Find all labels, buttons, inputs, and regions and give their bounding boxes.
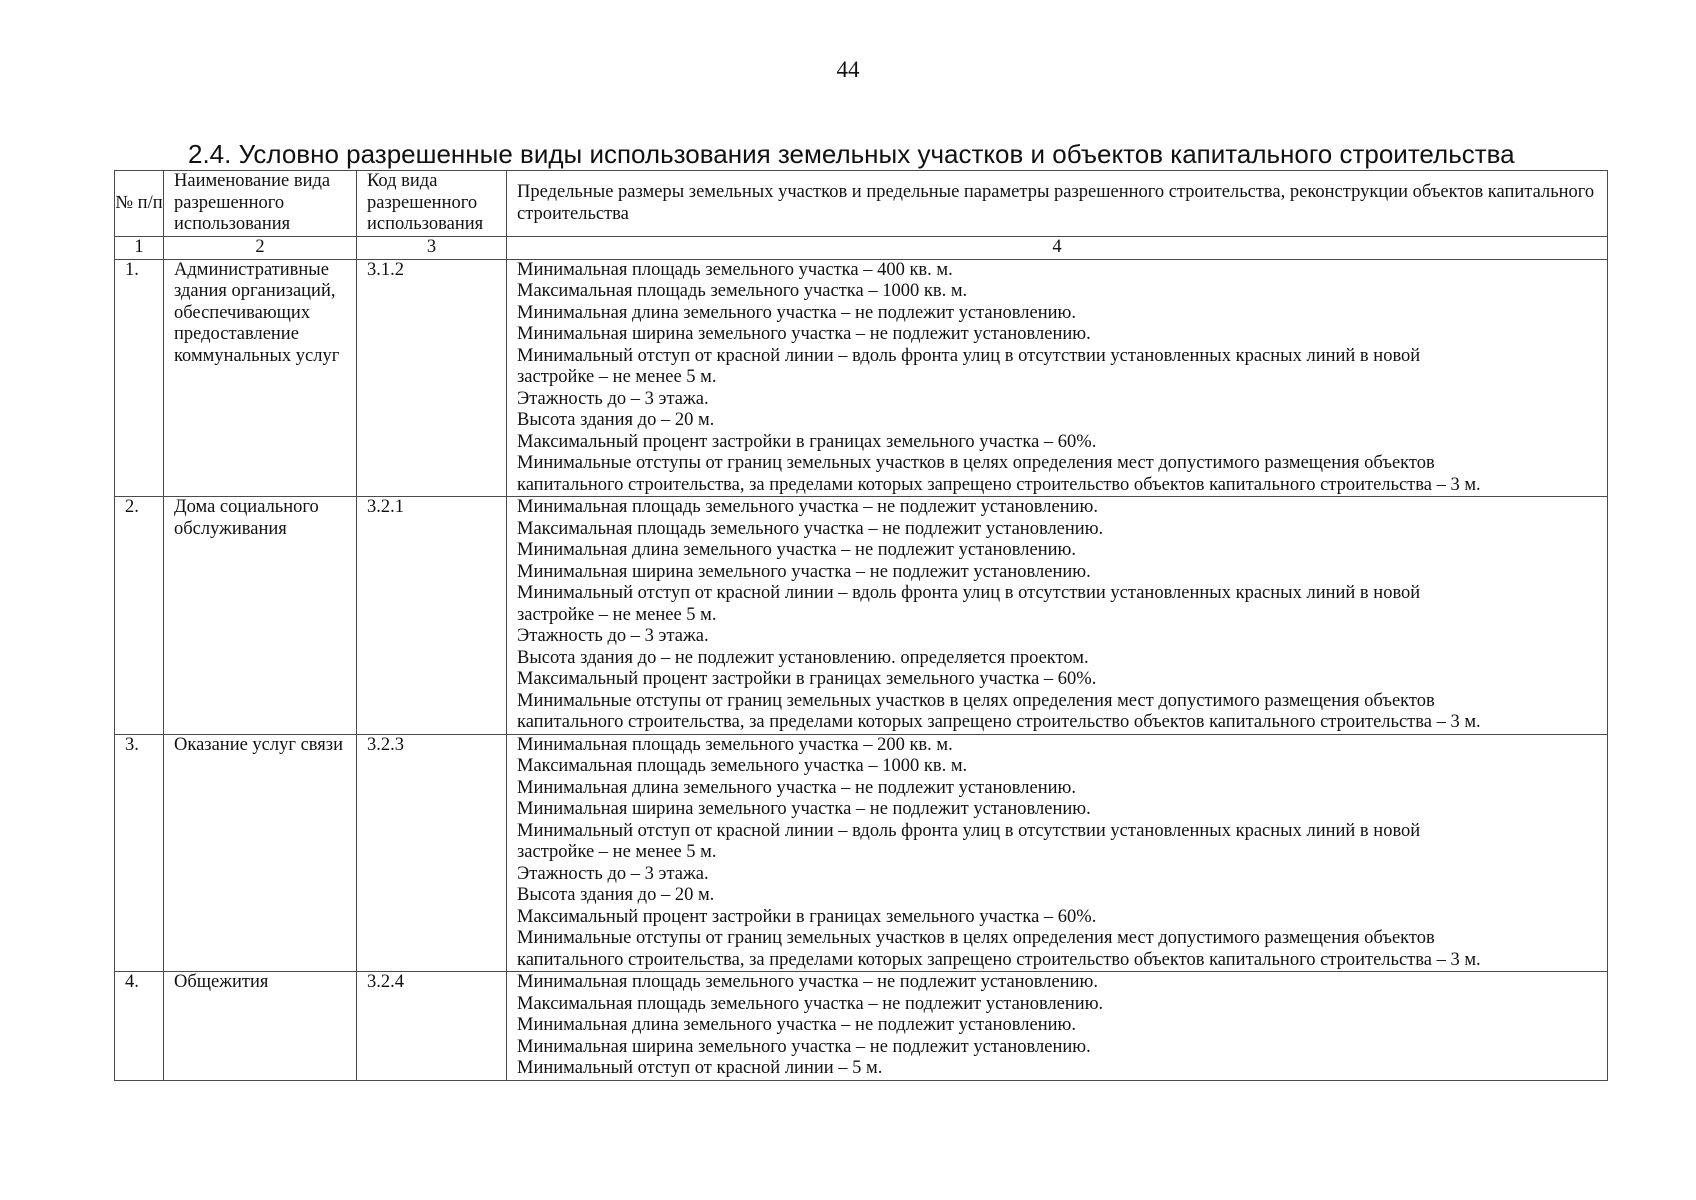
use-code: 3.2.4 [357,972,507,1081]
parameter-line: капитального строительства, за пределами которых запрещено строительство объектов капитального строительства – 3 м. [517,949,1481,970]
header-params: Предельные размеры земельных участков и предельные параметры разрешенного строительства, реконструкции объектов капитального строительства [507,171,1608,237]
row-number: 2. [115,497,164,735]
parameter-line: Минимальные отступы от границ земельных участков в целях определения мест допустимого размещения объектов [517,690,1435,711]
parameter-line: Минимальная ширина земельного участка – не подлежит установлению. [517,1036,1091,1057]
parameter-line: Этажность до – 3 этажа. [517,626,709,646]
parameter-line: застройке – не менее 5 м. [517,604,717,625]
parameter-line: Максимальный процент застройки в границах земельного участка – 60%. [517,906,1097,927]
parameter-line: Минимальная площадь земельного участка – не подлежит установлению. [517,497,1098,517]
parameters-cell [507,972,1608,1081]
parameter-line: Минимальная площадь земельного участка – 400 кв. м. [517,259,953,280]
parameters-cell [507,259,1608,497]
parameter-line: Этажность до – 3 этажа. [517,388,709,409]
land-use-table [114,170,1608,1081]
parameter-line: Минимальная длина земельного участка – не подлежит установлению. [517,777,1076,798]
parameter-line: Высота здания до – 20 м. [517,885,715,905]
column-number: 1 [115,237,164,260]
parameter-line: Максимальная площадь земельного участка – 1000 кв. м. [517,281,968,301]
parameter-line: Максимальная площадь земельного участка – не подлежит установлению. [517,993,1104,1014]
use-name: Общежития [164,972,357,1081]
column-number: 4 [507,237,1608,260]
parameter-line: Минимальная площадь земельного участка – не подлежит установлению. [517,972,1098,992]
parameter-line: Минимальный отступ от красной линии – вдоль фронта улиц в отсутствии установленных красных линий в новой [517,345,1421,366]
column-number-row [115,237,1608,260]
parameter-line: Минимальные отступы от границ земельных участков в целях определения мест допустимого размещения объектов [517,453,1435,473]
parameter-line: Минимальная длина земельного участка – не подлежит установлению. [517,1015,1076,1035]
parameter-line: Высота здания до – 20 м. [517,410,715,430]
use-code: 3.2.1 [357,497,507,735]
parameter-line: застройке – не менее 5 м. [517,842,717,862]
row-number: 1. [115,259,164,497]
table-row [115,734,1608,972]
use-code: 3.2.3 [357,734,507,972]
table-header-row [115,171,1608,237]
row-number: 4. [115,972,164,1081]
use-name: Административные здания организаций, обеспечивающих предоставление коммунальных услуг [164,259,357,497]
parameter-line: Максимальная площадь земельного участка – не подлежит установлению. [517,518,1104,539]
use-name: Оказание услуг связи [164,734,357,972]
page-number: 44 [836,57,860,82]
row-number: 3. [115,734,164,972]
table-row [115,259,1608,497]
column-number: 2 [164,237,357,260]
parameter-line: Минимальный отступ от красной линии – 5 м. [517,1058,883,1078]
parameter-line: Максимальный процент застройки в границах земельного участка – 60%. [517,669,1097,689]
parameter-line: Этажность до – 3 этажа. [517,863,709,884]
parameter-line: Высота здания до – не подлежит установлению. определяется проектом. [517,647,1089,668]
column-number: 3 [357,237,507,260]
parameter-line: капитального строительства, за пределами которых запрещено строительство объектов капитального строительства – 3 м. [517,474,1481,495]
parameter-line: застройке – не менее 5 м. [517,367,717,387]
table-row [115,497,1608,735]
parameter-line: капитального строительства, за пределами которых запрещено строительство объектов капитального строительства – 3 м. [517,712,1481,732]
parameter-line: Минимальная длина земельного участка – не подлежит установлению. [517,302,1076,323]
header-code: Код вида разрешенного использования [357,171,507,237]
parameter-line: Максимальная площадь земельного участка – 1000 кв. м. [517,756,968,776]
parameter-line: Максимальный процент застройки в границах земельного участка – 60%. [517,431,1097,452]
parameters-cell [507,734,1608,972]
section-title: 2.4. Условно разрешенные виды использования земельных участков и объектов капитального строительства [188,139,1515,169]
table-row [115,972,1608,1081]
parameter-line: Минимальная площадь земельного участка – 200 кв. м. [517,734,953,755]
parameter-line: Минимальные отступы от границ земельных участков в целях определения мест допустимого размещения объектов [517,928,1435,948]
parameters-cell [507,497,1608,735]
parameter-line: Минимальный отступ от красной линии – вдоль фронта улиц в отсутствии установленных красных линий в новой [517,583,1421,603]
header-name: Наименование вида разрешенного использования [164,171,357,237]
parameter-line: Минимальная ширина земельного участка – не подлежит установлению. [517,799,1091,819]
parameter-line: Минимальная ширина земельного участка – не подлежит установлению. [517,324,1091,344]
parameter-line: Минимальная ширина земельного участка – не подлежит установлению. [517,561,1091,582]
use-code: 3.1.2 [357,259,507,497]
parameter-line: Минимальная длина земельного участка – не подлежит установлению. [517,540,1076,560]
header-no: № п/п [115,171,164,237]
use-name: Дома социального обслуживания [164,497,357,735]
parameter-line: Минимальный отступ от красной линии – вдоль фронта улиц в отсутствии установленных красных линий в новой [517,820,1421,841]
